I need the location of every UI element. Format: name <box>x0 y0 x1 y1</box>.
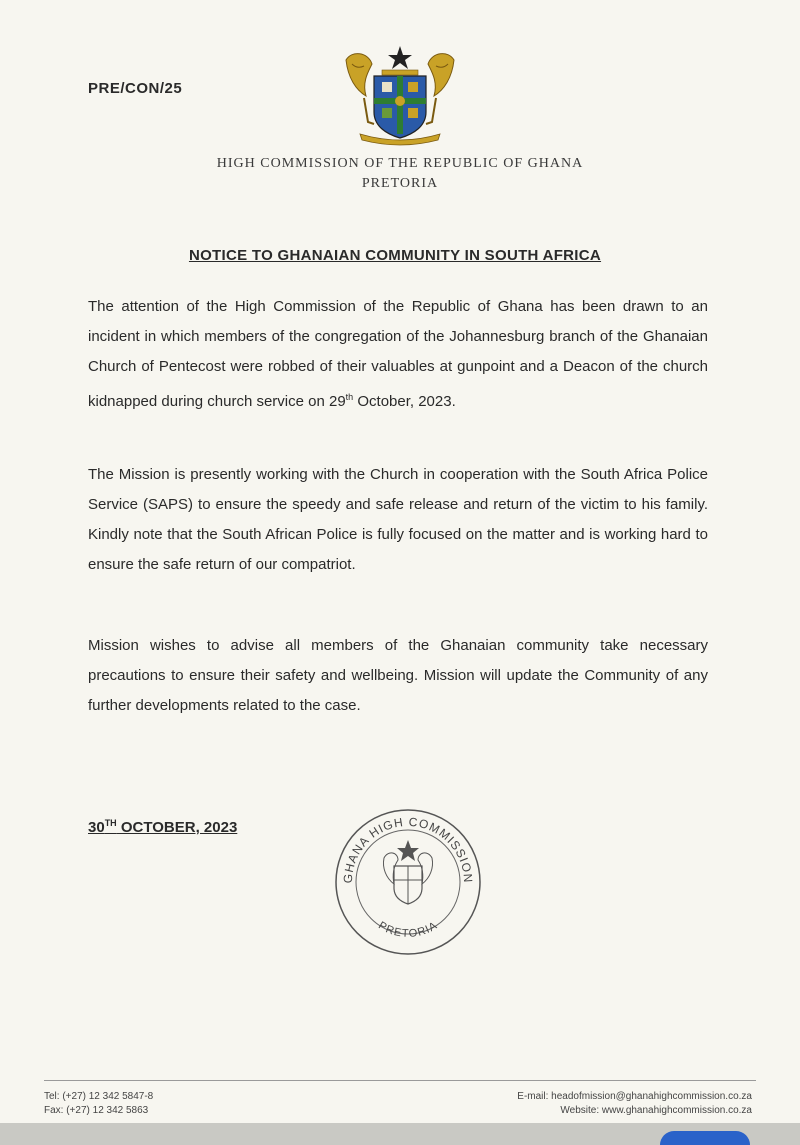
footer-tel: Tel: (+27) 12 342 5847-8 <box>44 1091 154 1102</box>
official-stamp-seal <box>332 806 484 958</box>
organization-city: PRETORIA <box>361 176 439 191</box>
seal-bottom-text: PRETORIA <box>376 919 440 940</box>
footer-contact-web <box>517 1090 752 1118</box>
footer-website: Website: www.ghanahighcommission.co.za <box>560 1105 752 1116</box>
footer-fax: Fax: (+27) 12 342 5863 <box>44 1105 149 1116</box>
notice-heading: NOTICE TO GHANAIAN COMMUNITY IN SOUTH AFRICA <box>188 247 602 264</box>
footer-email: E-mail: headofmission@ghanahighcommission.co.za <box>517 1091 752 1102</box>
reference-number: PRE/CON/25 <box>88 80 183 97</box>
seal-top-text: GHANA HIGH COMMISSION <box>340 814 476 884</box>
paragraph-3: Mission wishes to advise all members of the Ghanaian community take necessary precautions to ensure their safety and wellbeing. Mission will update the Community of any further developments related to the case. <box>88 637 708 714</box>
footer-divider <box>44 1080 756 1081</box>
ghana-coat-of-arms-icon <box>338 42 462 146</box>
organization-name: HIGH COMMISSION OF THE REPUBLIC OF GHANA <box>216 156 584 171</box>
paragraph-1: The attention of the High Commission of the Republic of Ghana has been drawn to an incident in which members of the congregation of the Johannesburg branch of the Ghanaian Church of Pentecost were robbed of their valuables at gunpoint and a Deacon of the church kidnapped during church service on 29th October, 2023. <box>88 298 708 410</box>
blue-shape <box>660 1131 750 1145</box>
svg-text:PRETORIA <box>376 920 440 940</box>
footer-contact-phone <box>44 1090 153 1118</box>
paragraph-2: The Mission is presently working with the Church in cooperation with the South Africa Police Service (SAPS) to ensure the speedy and safe release and return of the victim to his family. Kindly note that the South African Police is fully focused on the matter and is working hard to ensure the safe return of our compatriot. <box>88 466 708 573</box>
letter-date: 30TH OCTOBER, 2023 <box>88 818 238 836</box>
